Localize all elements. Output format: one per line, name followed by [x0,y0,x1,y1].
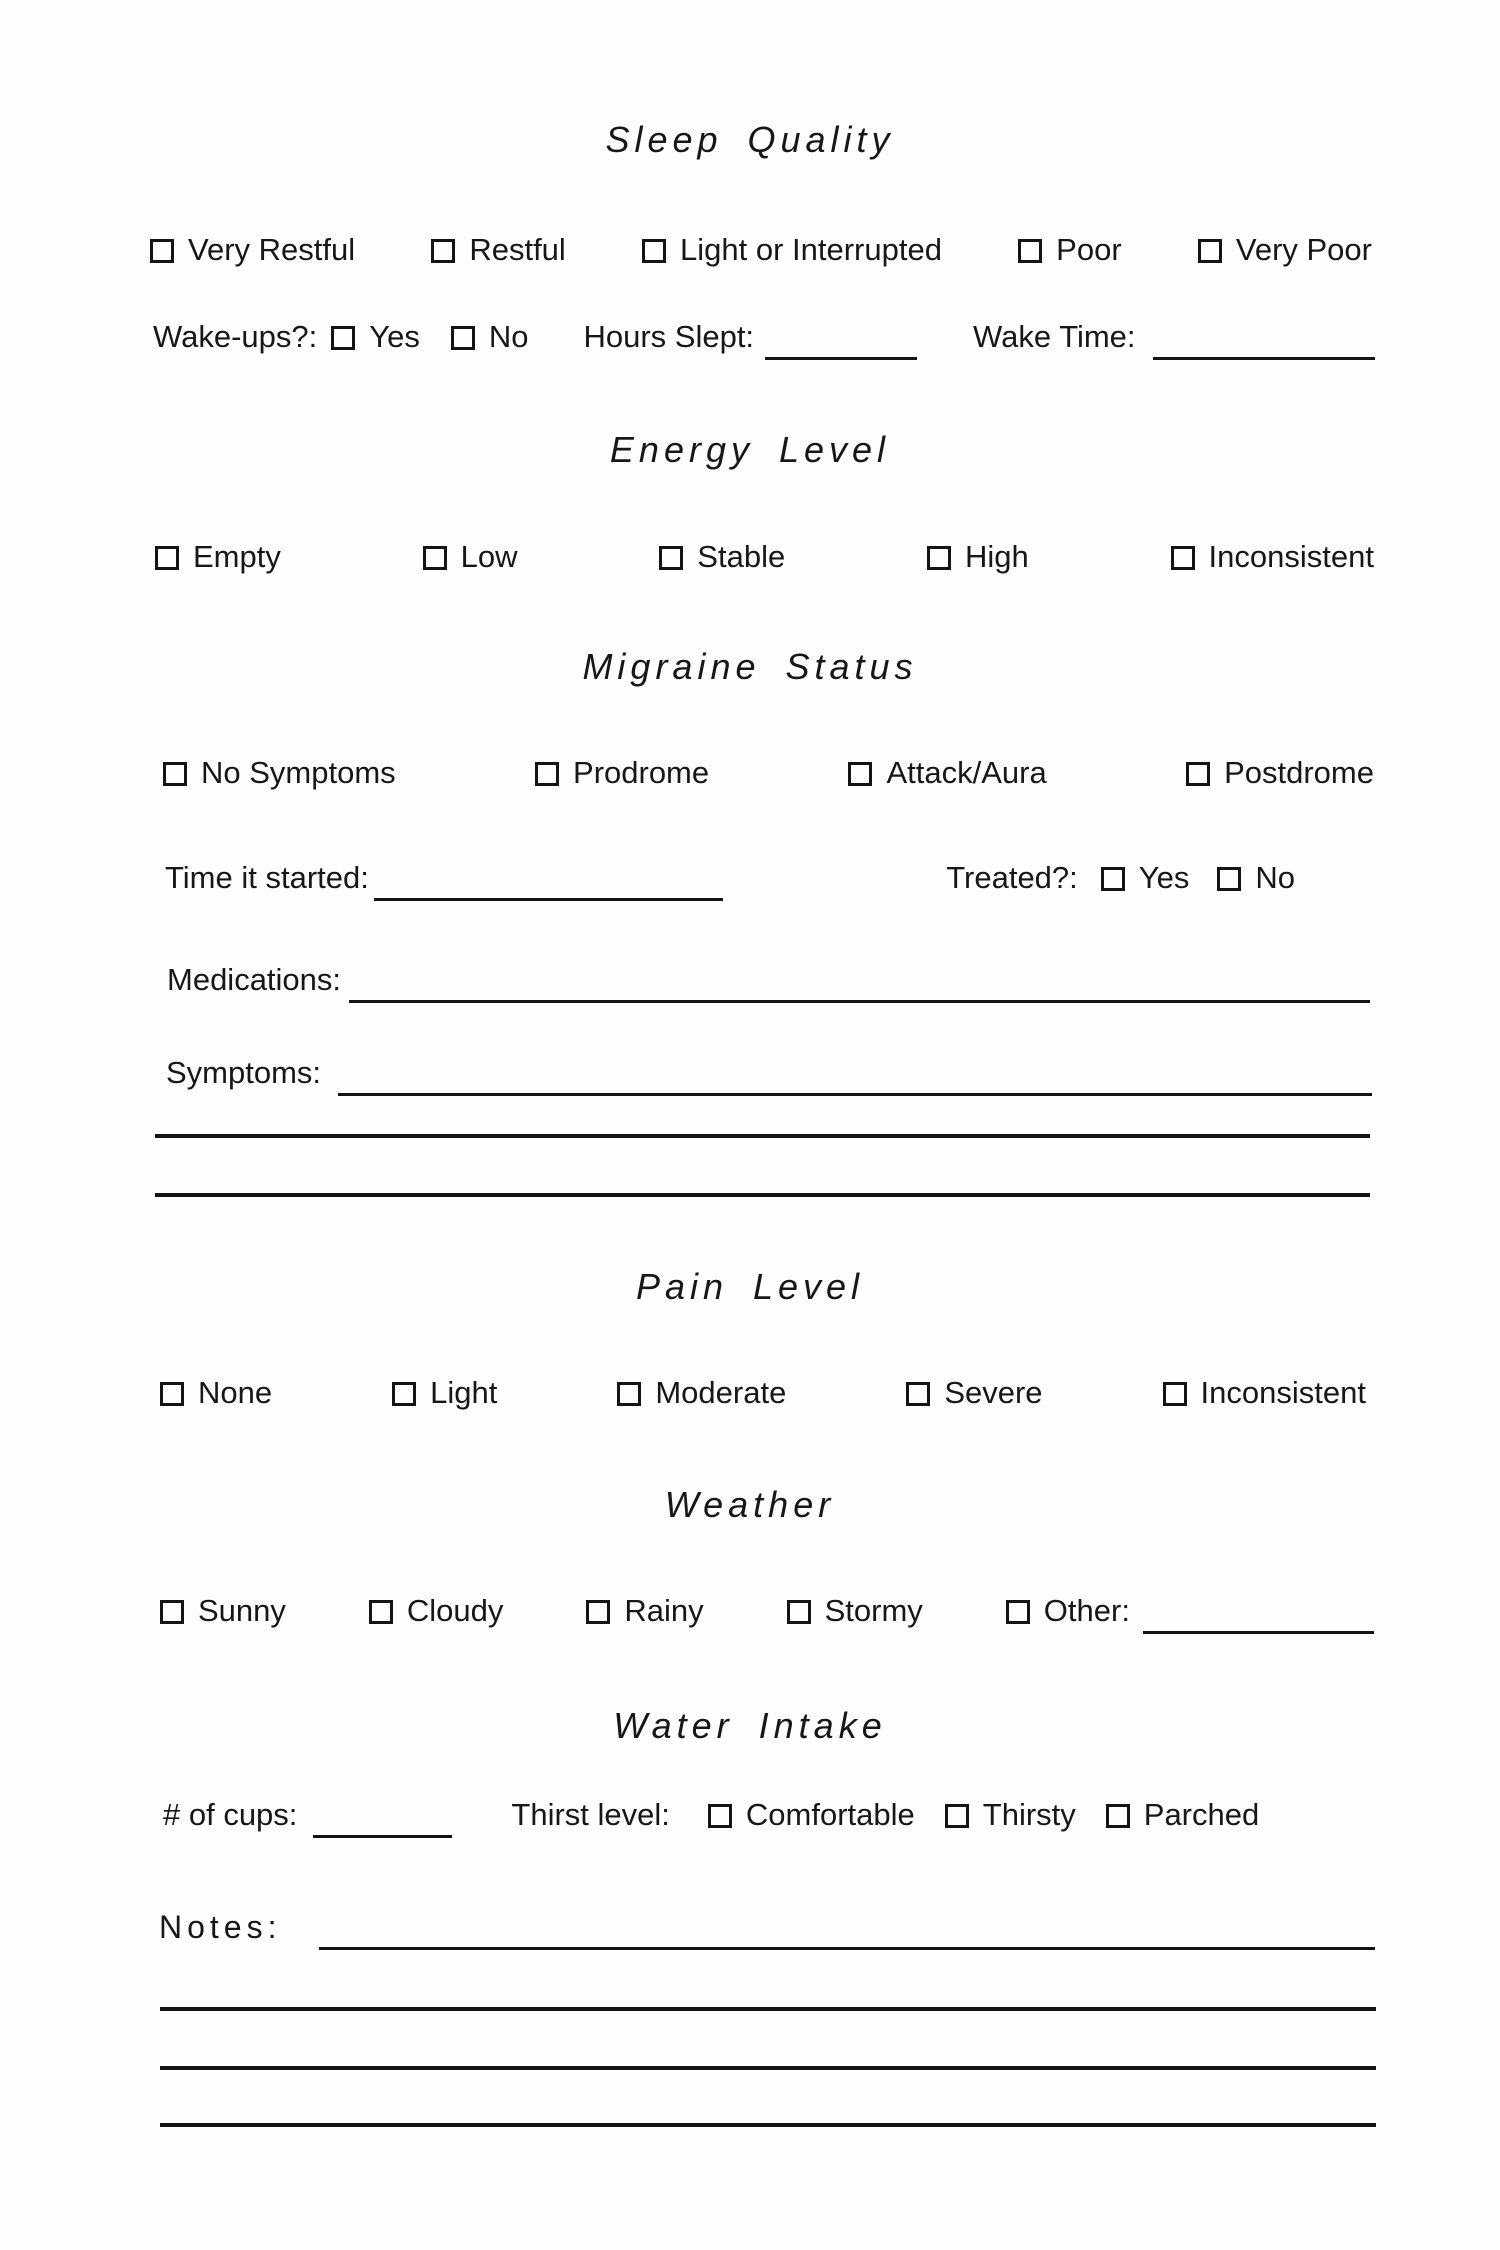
notes-input[interactable] [319,1917,1375,1950]
treated-group [946,859,1295,897]
checkbox-icon[interactable] [642,239,666,263]
option-label: High [964,539,1029,574]
option-label: Cloudy [406,1593,504,1628]
section-title-migraine-status: Migraine Status [582,646,918,687]
checkbox-icon[interactable] [431,239,455,263]
option-label: Severe [944,1375,1043,1410]
checkbox-cloudy[interactable] [369,1592,504,1630]
section-title-weather: Weather [664,1484,836,1525]
other-label: Other: [1043,1593,1130,1628]
checkbox-wakeups-yes[interactable] [331,318,420,356]
option-label: Very Poor [1235,232,1372,267]
medications-label: Medications: [167,962,342,997]
checkbox-icon[interactable] [160,1600,184,1624]
option-label: Light [430,1375,498,1410]
option-label: Very Restful [188,232,356,267]
sleep-quality-options-row [150,231,1372,269]
checkbox-icon[interactable] [1198,239,1222,263]
checkbox-postdrome[interactable] [1186,754,1374,792]
option-label: Parched [1143,1797,1260,1832]
checkbox-low[interactable] [423,538,518,576]
sleep-details-row [153,318,1375,356]
checkbox-icon[interactable] [1171,546,1195,570]
option-label: None [198,1375,273,1410]
symptoms-input[interactable] [338,1063,1372,1096]
option-label: Poor [1056,232,1122,267]
checkbox-prodrome[interactable] [535,754,709,792]
symptoms-label: Symptoms: [166,1055,322,1090]
option-label: Comfortable [745,1797,915,1832]
option-label: No [1255,860,1295,895]
checkbox-sunny[interactable] [160,1592,286,1630]
thirst-level-label: Thirst level: [511,1797,670,1832]
wake-time-input[interactable] [1153,327,1375,360]
checkbox-icon[interactable] [369,1600,393,1624]
checkbox-icon[interactable] [1106,1804,1130,1828]
checkbox-attack-aura[interactable] [848,754,1046,792]
option-label: Thirsty [982,1797,1076,1832]
checkbox-icon[interactable] [1006,1600,1030,1624]
checkbox-icon[interactable] [906,1382,930,1406]
migraine-time-treated-row [165,859,1295,897]
medications-row [167,961,1370,999]
migraine-status-options-row [163,754,1374,792]
checkbox-moderate[interactable] [617,1374,786,1412]
symptoms-writing-line[interactable] [155,1134,1370,1138]
checkbox-icon[interactable] [927,546,951,570]
checkbox-icon[interactable] [1101,867,1125,891]
section-title-water-intake: Water Intake [613,1705,887,1746]
weather-other-input[interactable] [1143,1601,1374,1634]
checkbox-icon[interactable] [392,1382,416,1406]
symptoms-writing-line[interactable] [155,1193,1370,1197]
option-label: Prodrome [573,755,710,790]
hours-slept-input[interactable] [765,327,917,360]
checkbox-wakeups-no[interactable] [451,318,529,356]
section-title-sleep-quality: Sleep Quality [605,119,895,160]
symptoms-row [166,1054,1372,1092]
checkbox-icon[interactable] [163,762,187,786]
checkbox-restful[interactable] [431,231,565,269]
checkbox-stormy[interactable] [787,1592,923,1630]
checkbox-treated-no[interactable] [1217,859,1295,897]
checkbox-icon[interactable] [787,1600,811,1624]
checkbox-icon[interactable] [155,546,179,570]
option-label: Moderate [655,1375,787,1410]
option-label: Postdrome [1224,755,1374,790]
time-started-input[interactable] [374,868,723,901]
medications-input[interactable] [349,970,1370,1003]
weather-options-row [160,1592,1374,1630]
cups-input[interactable] [313,1805,452,1838]
notes-writing-line[interactable] [160,2007,1376,2011]
checkbox-treated-yes[interactable] [1101,859,1190,897]
checkbox-no-symptoms[interactable] [163,754,396,792]
checkbox-icon[interactable] [708,1804,732,1828]
option-label: Yes [369,319,420,354]
notes-row [159,1908,1375,1946]
checkbox-icon[interactable] [659,546,683,570]
option-label: No [488,319,529,354]
checkbox-icon[interactable] [535,762,559,786]
option-label: Light or Interrupted [680,232,942,267]
water-intake-row [163,1796,1374,1834]
checkbox-energy-inconsistent[interactable] [1171,538,1374,576]
pain-level-options-row [160,1374,1366,1412]
checkbox-stable[interactable] [659,538,785,576]
checkbox-weather-other[interactable] [1006,1592,1130,1630]
wakeups-label: Wake-ups?: [153,319,318,354]
option-label: Rainy [624,1593,704,1628]
checkbox-icon[interactable] [945,1804,969,1828]
weather-other-group [1006,1592,1374,1630]
option-label: Empty [193,539,281,574]
checkbox-icon[interactable] [331,326,355,350]
checkbox-high[interactable] [927,538,1029,576]
option-label: Inconsistent [1200,1375,1366,1410]
checkbox-very-poor[interactable] [1198,231,1372,269]
wake-time-label: Wake Time: [973,319,1136,354]
energy-level-options-row [155,538,1374,576]
time-started-label: Time it started: [165,860,369,895]
checkbox-icon[interactable] [848,762,872,786]
notes-label: Notes: [159,1909,282,1945]
section-title-pain-level: Pain Level [635,1266,865,1307]
checkbox-none[interactable] [160,1374,272,1412]
checkbox-icon[interactable] [423,546,447,570]
checkbox-parched[interactable] [1106,1796,1259,1834]
checkbox-light-or-interrupted[interactable] [642,231,942,269]
checkbox-pain-inconsistent[interactable] [1163,1374,1366,1412]
checkbox-icon[interactable] [451,326,475,350]
treated-label: Treated?: [946,860,1078,895]
option-label: No Symptoms [201,755,396,790]
time-started-group [165,859,723,897]
option-label: Restful [469,232,566,267]
checkbox-icon[interactable] [1217,867,1241,891]
checkbox-comfortable[interactable] [708,1796,915,1834]
option-label: Sunny [198,1593,286,1628]
section-title-energy-level: Energy Level [609,429,891,470]
option-label: Attack/Aura [886,755,1047,790]
checkbox-empty[interactable] [155,538,281,576]
checkbox-icon[interactable] [1163,1382,1187,1406]
checkbox-icon[interactable] [617,1382,641,1406]
checkbox-icon[interactable] [160,1382,184,1406]
checkbox-pain-light[interactable] [392,1374,497,1412]
option-label: Stormy [824,1593,923,1628]
option-label: Yes [1138,860,1190,895]
notes-writing-line[interactable] [160,2066,1376,2070]
hours-slept-label: Hours Slept: [583,319,755,354]
checkbox-icon[interactable] [150,239,174,263]
checkbox-thirsty[interactable] [945,1796,1076,1834]
cups-label: # of cups: [163,1797,298,1832]
checkbox-icon[interactable] [1186,762,1210,786]
checkbox-severe[interactable] [906,1374,1042,1412]
checkbox-icon[interactable] [586,1600,610,1624]
option-label: Stable [697,539,786,574]
option-label: Low [460,539,518,574]
checkbox-icon[interactable] [1018,239,1042,263]
notes-writing-line[interactable] [160,2123,1376,2127]
checkbox-very-restful[interactable] [150,231,355,269]
checkbox-rainy[interactable] [586,1592,703,1630]
checkbox-poor[interactable] [1018,231,1121,269]
option-label: Inconsistent [1208,539,1374,574]
